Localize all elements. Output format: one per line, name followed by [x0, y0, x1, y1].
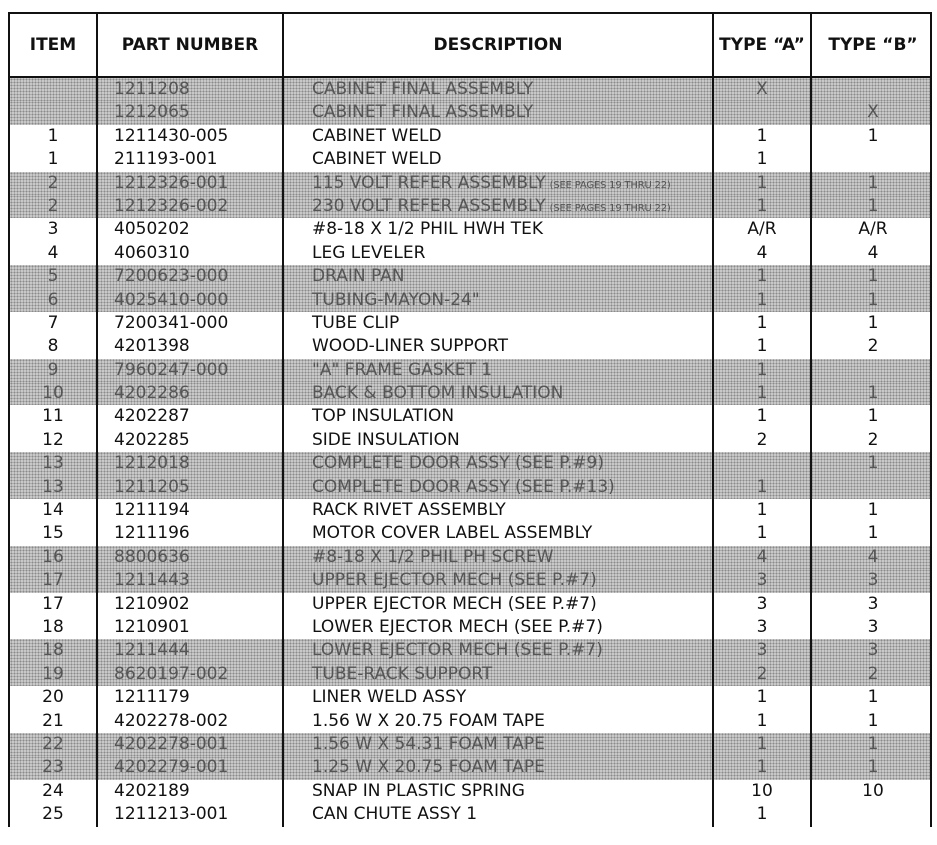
cell-type-a: 3: [714, 569, 812, 592]
cell-description: [284, 663, 714, 686]
cell-type-b: 3: [867, 570, 879, 591]
table-header-row: [8, 12, 932, 78]
cell-description: [284, 780, 714, 803]
cell-item: 4: [10, 242, 98, 265]
cell-description: [284, 803, 714, 826]
header-description: DESCRIPTION: [284, 14, 714, 76]
table-row: [10, 733, 930, 756]
description-text: CAN CHUTE ASSY 1: [312, 804, 478, 825]
description-text: 1.25 W X 20.75 FOAM TAPE: [312, 757, 545, 778]
cell-item: 22: [10, 733, 98, 756]
cell-description: [284, 359, 714, 382]
description-text: WOOD-LINER SUPPORT: [312, 336, 509, 357]
cell-part-number: 4202278-002: [98, 710, 284, 733]
cell-type-a: 1: [714, 756, 812, 779]
cell-item: 19: [10, 663, 98, 686]
table-row: [10, 312, 930, 335]
cell-type-b: 2: [867, 663, 879, 684]
cell-description: [284, 335, 714, 358]
table-row: [10, 476, 930, 499]
cell-part-number: 8620197-002: [98, 663, 284, 686]
cell-item: 25: [10, 803, 98, 826]
cell-type-b: 4: [867, 242, 879, 263]
cell-type-b: [812, 78, 934, 101]
cell-part-number: 8800636: [98, 546, 284, 569]
cell-type-b: 10: [862, 780, 884, 801]
header-item: ITEM: [10, 14, 98, 76]
cell-description: [284, 733, 714, 756]
description-text: CABINET WELD: [312, 149, 442, 170]
cell-item: [10, 78, 98, 101]
cell-type-a: 1: [714, 172, 812, 195]
cell-type-a: [714, 452, 812, 475]
cell-description: [284, 686, 714, 709]
cell-description: [284, 172, 714, 195]
description-text: 230 VOLT REFER ASSEMBLY: [312, 195, 546, 216]
table-row: [10, 289, 930, 312]
cell-type-b: 1: [867, 172, 879, 193]
description-text: UPPER EJECTOR MECH (SEE P.#7): [312, 570, 597, 591]
cell-part-number: 1210901: [98, 616, 284, 639]
cell-type-b: A/R: [858, 219, 888, 240]
cell-item: 8: [10, 335, 98, 358]
cell-item: 21: [10, 710, 98, 733]
cell-item: 10: [10, 382, 98, 405]
table-row: [10, 218, 930, 241]
cell-part-number: 1212326-001: [98, 172, 284, 195]
description-text: BACK & BOTTOM INSULATION: [312, 383, 564, 404]
cell-description: [284, 710, 714, 733]
cell-type-a: 1: [714, 125, 812, 148]
cell-type-a: 3: [714, 639, 812, 662]
cell-type-b: 1: [867, 125, 879, 146]
cell-type-b: 3: [867, 593, 879, 614]
table-row: [10, 78, 930, 101]
cell-description: [284, 546, 714, 569]
table-row: [10, 172, 930, 195]
table-row: [10, 265, 930, 288]
table-row: [10, 663, 930, 686]
table-row: [10, 803, 930, 826]
cell-item: 17: [10, 569, 98, 592]
description-text: COMPLETE DOOR ASSY (SEE P.#9): [312, 453, 604, 474]
cell-part-number: 1211443: [98, 569, 284, 592]
cell-type-b: 1: [867, 687, 879, 708]
description-text: #8-18 X 1/2 PHIL PH SCREW: [312, 546, 554, 567]
cell-item: 6: [10, 289, 98, 312]
cell-type-a: 1: [714, 312, 812, 335]
cell-item: 7: [10, 312, 98, 335]
description-text: 1.56 W X 54.31 FOAM TAPE: [312, 733, 545, 754]
description-text: MOTOR COVER LABEL ASSEMBLY: [312, 523, 593, 544]
cell-part-number: 1211179: [98, 686, 284, 709]
cell-type-a: [714, 101, 812, 124]
cell-type-b: 4: [867, 546, 879, 567]
description-text: TUBING-MAYON-24": [312, 289, 480, 310]
cell-type-a: A/R: [714, 218, 812, 241]
table-row: [10, 499, 930, 522]
table-row: [10, 452, 930, 475]
table-body: [8, 78, 932, 827]
cell-type-a: 1: [714, 405, 812, 428]
table-row: [10, 429, 930, 452]
cell-part-number: 4025410-000: [98, 289, 284, 312]
description-text: 115 VOLT REFER ASSEMBLY: [312, 172, 546, 193]
cell-type-b: 1: [867, 289, 879, 310]
cell-type-a: 3: [714, 616, 812, 639]
cell-description: [284, 522, 714, 545]
cell-part-number: 4202278-001: [98, 733, 284, 756]
description-text: LINER WELD ASSY: [312, 687, 467, 708]
cell-type-b: 1: [867, 383, 879, 404]
cell-type-a: 2: [714, 429, 812, 452]
cell-type-a: 1: [714, 148, 812, 171]
cell-part-number: 4202287: [98, 405, 284, 428]
cell-description: [284, 499, 714, 522]
table-row: [10, 242, 930, 265]
cell-type-a: 1: [714, 382, 812, 405]
description-text: CABINET WELD: [312, 125, 442, 146]
cell-part-number: 4202189: [98, 780, 284, 803]
description-text: CABINET FINAL ASSEMBLY: [312, 79, 534, 99]
cell-type-a: 1: [714, 499, 812, 522]
cell-item: 1: [10, 148, 98, 171]
description-note: (SEE PAGES 19 THRU 22): [549, 202, 671, 214]
cell-item: 3: [10, 218, 98, 241]
cell-type-a: 1: [714, 335, 812, 358]
cell-type-b: [812, 803, 934, 826]
cell-item: 9: [10, 359, 98, 382]
description-text: SNAP IN PLASTIC SPRING: [312, 780, 525, 801]
header-type-a: TYPE “A”: [714, 14, 812, 76]
cell-description: [284, 756, 714, 779]
cell-type-b: 1: [867, 710, 879, 731]
table-row: [10, 710, 930, 733]
cell-part-number: 1210902: [98, 593, 284, 616]
cell-part-number: 4202285: [98, 429, 284, 452]
cell-part-number: 4060310: [98, 242, 284, 265]
table-row: [10, 639, 930, 662]
table-row: [10, 546, 930, 569]
table-row: [10, 195, 930, 218]
cell-description: [284, 218, 714, 241]
cell-description: [284, 289, 714, 312]
cell-type-b: [812, 359, 934, 382]
description-note: (SEE PAGES 19 THRU 22): [549, 179, 671, 191]
cell-description: [284, 476, 714, 499]
cell-type-b: 1: [867, 266, 879, 287]
cell-item: 13: [10, 476, 98, 499]
cell-type-b: 1: [867, 757, 879, 778]
cell-item: 14: [10, 499, 98, 522]
description-text: "A" FRAME GASKET 1: [312, 359, 493, 380]
header-type-b: TYPE “B”: [828, 35, 918, 55]
cell-part-number: 1212018: [98, 452, 284, 475]
description-text: RACK RIVET ASSEMBLY: [312, 500, 506, 521]
description-text: TUBE-RACK SUPPORT: [312, 663, 493, 684]
cell-type-a: 1: [714, 686, 812, 709]
cell-item: [10, 101, 98, 124]
cell-part-number: 1211444: [98, 639, 284, 662]
cell-description: [284, 405, 714, 428]
cell-item: 12: [10, 429, 98, 452]
cell-type-a: 1: [714, 265, 812, 288]
cell-type-a: 3: [714, 593, 812, 616]
cell-item: 1: [10, 125, 98, 148]
table-row: [10, 780, 930, 803]
description-text: #8-18 X 1/2 PHIL HWH TEK: [312, 219, 544, 240]
cell-part-number: 1211205: [98, 476, 284, 499]
description-text: LOWER EJECTOR MECH (SEE P.#7): [312, 640, 603, 661]
cell-item: 23: [10, 756, 98, 779]
cell-type-b: 3: [867, 640, 879, 661]
cell-description: [284, 312, 714, 335]
cell-description: [284, 569, 714, 592]
cell-type-a: 1: [714, 476, 812, 499]
cell-item: 2: [10, 195, 98, 218]
cell-type-b: 1: [867, 500, 879, 521]
description-text: TUBE CLIP: [312, 312, 400, 333]
header-part-number: PART NUMBER: [98, 14, 284, 76]
cell-description: [284, 125, 714, 148]
cell-description: [284, 593, 714, 616]
cell-type-b: X: [867, 102, 879, 123]
cell-type-b: 1: [867, 453, 879, 474]
table-row: [10, 569, 930, 592]
cell-item: 18: [10, 616, 98, 639]
cell-item: 13: [10, 452, 98, 475]
description-text: TOP INSULATION: [312, 406, 455, 427]
cell-description: [284, 429, 714, 452]
description-text: LEG LEVELER: [312, 242, 426, 263]
cell-item: 5: [10, 265, 98, 288]
cell-description: [284, 78, 714, 101]
cell-part-number: 211193-001: [98, 148, 284, 171]
cell-description: [284, 639, 714, 662]
cell-type-b: 1: [867, 406, 879, 427]
cell-item: 24: [10, 780, 98, 803]
table-row: [10, 125, 930, 148]
cell-part-number: 4202286: [98, 382, 284, 405]
cell-part-number: 1211430-005: [98, 125, 284, 148]
cell-type-b: [812, 476, 934, 499]
cell-part-number: 4201398: [98, 335, 284, 358]
table-row: [10, 686, 930, 709]
cell-item: 2: [10, 172, 98, 195]
description-text: LOWER EJECTOR MECH (SEE P.#7): [312, 616, 603, 637]
cell-part-number: 1211213-001: [98, 803, 284, 826]
cell-description: [284, 265, 714, 288]
cell-part-number: 1212326-002: [98, 195, 284, 218]
cell-item: 11: [10, 405, 98, 428]
cell-type-b: 1: [867, 523, 879, 544]
cell-type-a: 1: [714, 195, 812, 218]
table-row: [10, 616, 930, 639]
description-text: DRAIN PAN: [312, 266, 405, 287]
table-row: [10, 359, 930, 382]
table-row: [10, 382, 930, 405]
cell-item: 15: [10, 522, 98, 545]
description-text: UPPER EJECTOR MECH (SEE P.#7): [312, 593, 597, 614]
cell-description: [284, 382, 714, 405]
cell-part-number: 1212065: [98, 101, 284, 124]
cell-type-a: 4: [714, 546, 812, 569]
cell-type-a: 2: [714, 663, 812, 686]
description-text: CABINET FINAL ASSEMBLY: [312, 102, 534, 123]
cell-description: [284, 148, 714, 171]
cell-item: 17: [10, 593, 98, 616]
description-text: 1.56 W X 20.75 FOAM TAPE: [312, 710, 545, 731]
cell-part-number: 1211208: [98, 78, 284, 101]
cell-type-b: 1: [867, 733, 879, 754]
table-row: [10, 405, 930, 428]
cell-item: 18: [10, 639, 98, 662]
cell-type-b: 1: [867, 195, 879, 216]
cell-part-number: 4050202: [98, 218, 284, 241]
cell-type-a: 4: [714, 242, 812, 265]
cell-type-b: 1: [867, 312, 879, 333]
parts-list-page: [8, 12, 932, 842]
cell-type-a: 1: [714, 710, 812, 733]
cell-part-number: 1211194: [98, 499, 284, 522]
cell-type-a: 1: [714, 289, 812, 312]
description-text: COMPLETE DOOR ASSY (SEE P.#13): [312, 476, 615, 497]
cell-type-b: [812, 148, 934, 171]
table-row: [10, 101, 930, 124]
cell-part-number: 7200623-000: [98, 265, 284, 288]
cell-description: [284, 452, 714, 475]
cell-item: 16: [10, 546, 98, 569]
cell-item: 20: [10, 686, 98, 709]
parts-table: [8, 12, 932, 827]
table-row: [10, 522, 930, 545]
table-row: [10, 756, 930, 779]
cell-description: [284, 195, 714, 218]
cell-type-a: 1: [714, 803, 812, 826]
description-text: SIDE INSULATION: [312, 429, 460, 450]
cell-description: [284, 616, 714, 639]
cell-part-number: 4202279-001: [98, 756, 284, 779]
cell-description: [284, 101, 714, 124]
table-row: [10, 593, 930, 616]
table-row: [10, 148, 930, 171]
table-row: [10, 335, 930, 358]
cell-part-number: 1211196: [98, 522, 284, 545]
cell-type-a: 1: [714, 733, 812, 756]
cell-type-a: 1: [714, 359, 812, 382]
cell-type-b: 2: [867, 336, 879, 357]
cell-type-b: 2: [867, 429, 879, 450]
cell-type-b: 3: [867, 616, 879, 637]
cell-type-a: 1: [714, 522, 812, 545]
cell-part-number: 7960247-000: [98, 359, 284, 382]
cell-description: [284, 242, 714, 265]
cell-type-a: 10: [714, 780, 812, 803]
cell-type-a: X: [714, 78, 812, 101]
cell-part-number: 7200341-000: [98, 312, 284, 335]
